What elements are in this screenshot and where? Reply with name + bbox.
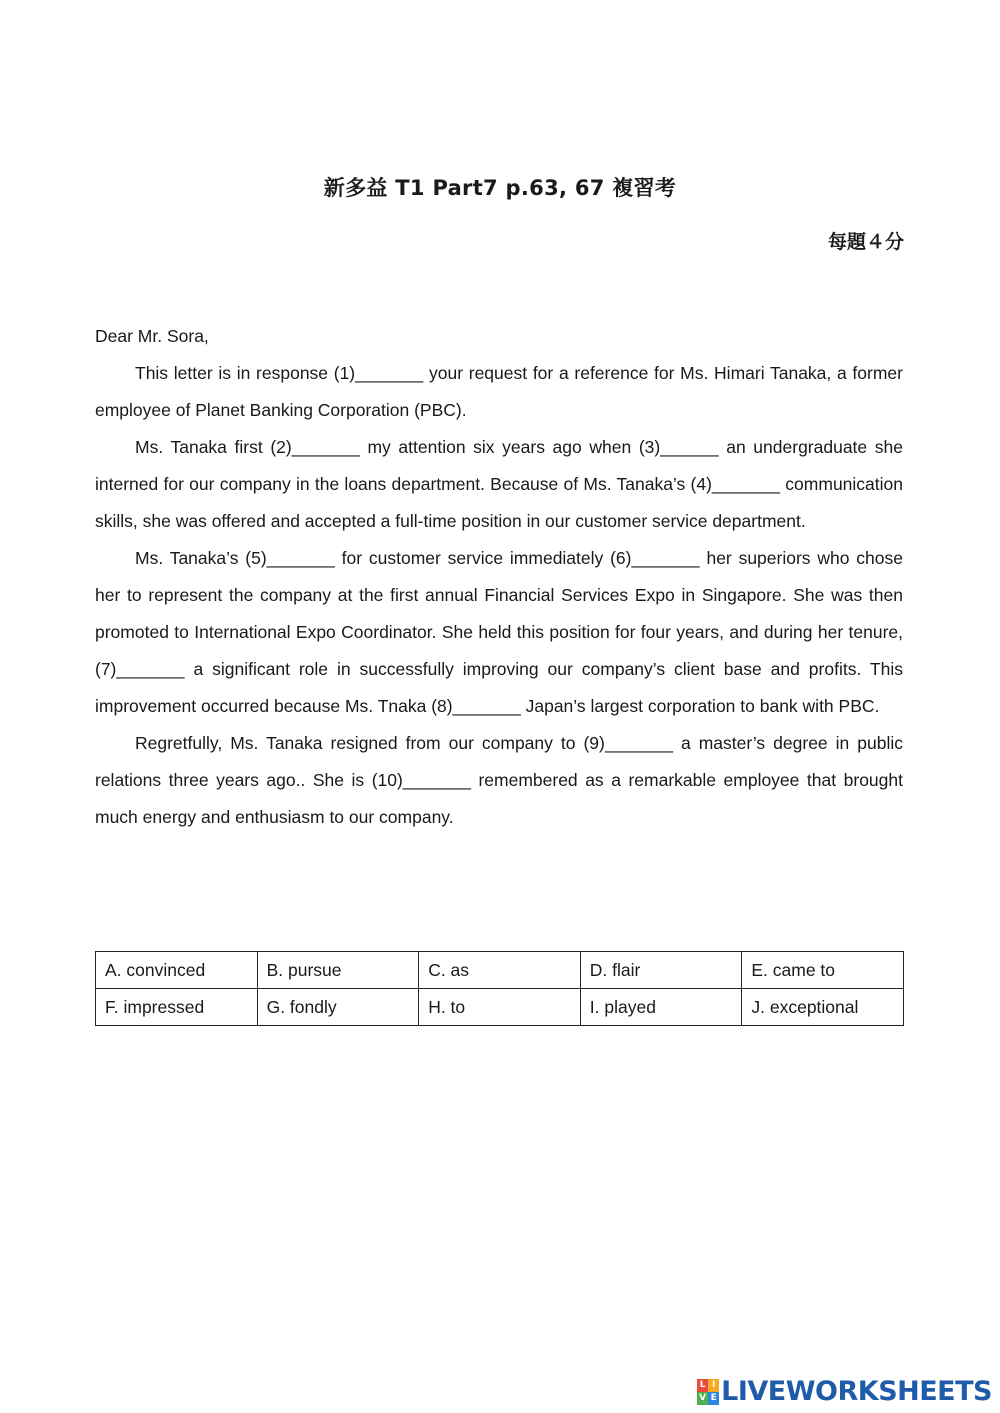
letter-paragraphs [95, 355, 903, 836]
logo-mark-letter: L [697, 1379, 708, 1392]
option-cell: E. came to [742, 952, 904, 989]
logo-mark-icon [697, 1379, 719, 1405]
paragraph-text: Ms. Tanaka’s [135, 548, 246, 568]
answer-blank[interactable]: (1)_______ [333, 363, 424, 383]
logo-mark-letter: E [708, 1392, 719, 1405]
letter-paragraph [95, 355, 903, 429]
letter-paragraph [95, 725, 903, 836]
salutation: Dear Mr. Sora, [95, 326, 209, 346]
options-row [96, 952, 904, 989]
answer-blank[interactable]: (6)_______ [610, 548, 700, 568]
letter-paragraph [95, 429, 903, 540]
options-table [95, 951, 904, 1026]
paragraph-text: for customer service immediately [334, 548, 611, 568]
letter-body [95, 318, 903, 836]
letter-paragraph [95, 540, 903, 725]
paragraph-text: a master’s degree in public relations three years ago.. She is [95, 733, 903, 790]
answer-blank[interactable]: (7)_______ [95, 659, 185, 679]
logo-mark-letter: V [697, 1392, 708, 1405]
paragraph-text: my attention six years ago when [359, 437, 639, 457]
paragraph-text: This letter is in response [135, 363, 334, 383]
paragraph-text: Ms. Tanaka first [135, 437, 271, 457]
page-title: 新多益 T1 Part7 p.63, 67 複習考 [323, 176, 677, 200]
paragraph-text: your request for a reference for Ms. Himari Tanaka, a former employee of Planet Banking Corporation (PBC). [95, 363, 903, 420]
paragraph-text: Japan’s largest corporation to bank with PBC. [520, 696, 880, 716]
option-cell: F. impressed [96, 989, 258, 1026]
option-cell: B. pursue [257, 952, 419, 989]
options-row [96, 989, 904, 1026]
answer-blank[interactable]: (4)_______ [690, 474, 781, 494]
option-cell: D. flair [580, 952, 742, 989]
answer-blank[interactable]: (10)_______ [371, 770, 471, 790]
paragraph-text: an undergraduate she interned for our company in the loans department. Because of Ms. Tanaka’s [95, 437, 903, 494]
option-cell: I. played [580, 989, 742, 1026]
option-cell: J. exceptional [742, 989, 904, 1026]
logo-text: LIVEWORKSHEETS [721, 1376, 992, 1407]
answer-blank[interactable]: (8)_______ [431, 696, 521, 716]
paragraph-text: her superiors who chose her to represent the company at the first annual Financial Services Expo in Singapore. She was then promoted to International Expo Coordinator. She held this position for four years, and during her tenure, [95, 548, 903, 642]
option-cell: H. to [419, 989, 581, 1026]
answer-blank[interactable]: (3)______ [638, 437, 719, 457]
option-cell: C. as [419, 952, 581, 989]
answer-blank[interactable]: (2)_______ [270, 437, 360, 457]
option-cell: G. fondly [257, 989, 419, 1026]
liveworksheets-logo [697, 1376, 992, 1407]
paragraph-text: communication skills, she was offered and accepted a full-time position in our customer service department. [95, 474, 903, 531]
answer-blank[interactable]: (5)_______ [245, 548, 335, 568]
logo-mark-letter: I [708, 1379, 719, 1392]
answer-blank[interactable]: (9)_______ [583, 733, 674, 753]
paragraph-text: a significant role in successfully improving our company’s client base and profits. This improvement occurred because Ms. Tnaka [95, 659, 903, 716]
paragraph-text: remembered as a remarkable employee that brought much energy and enthusiasm to our company. [95, 770, 903, 827]
paragraph-text: Regretfully, Ms. Tanaka resigned from our company to [135, 733, 584, 753]
option-cell: A. convinced [96, 952, 258, 989]
score-note: 每題４分 [827, 231, 904, 253]
